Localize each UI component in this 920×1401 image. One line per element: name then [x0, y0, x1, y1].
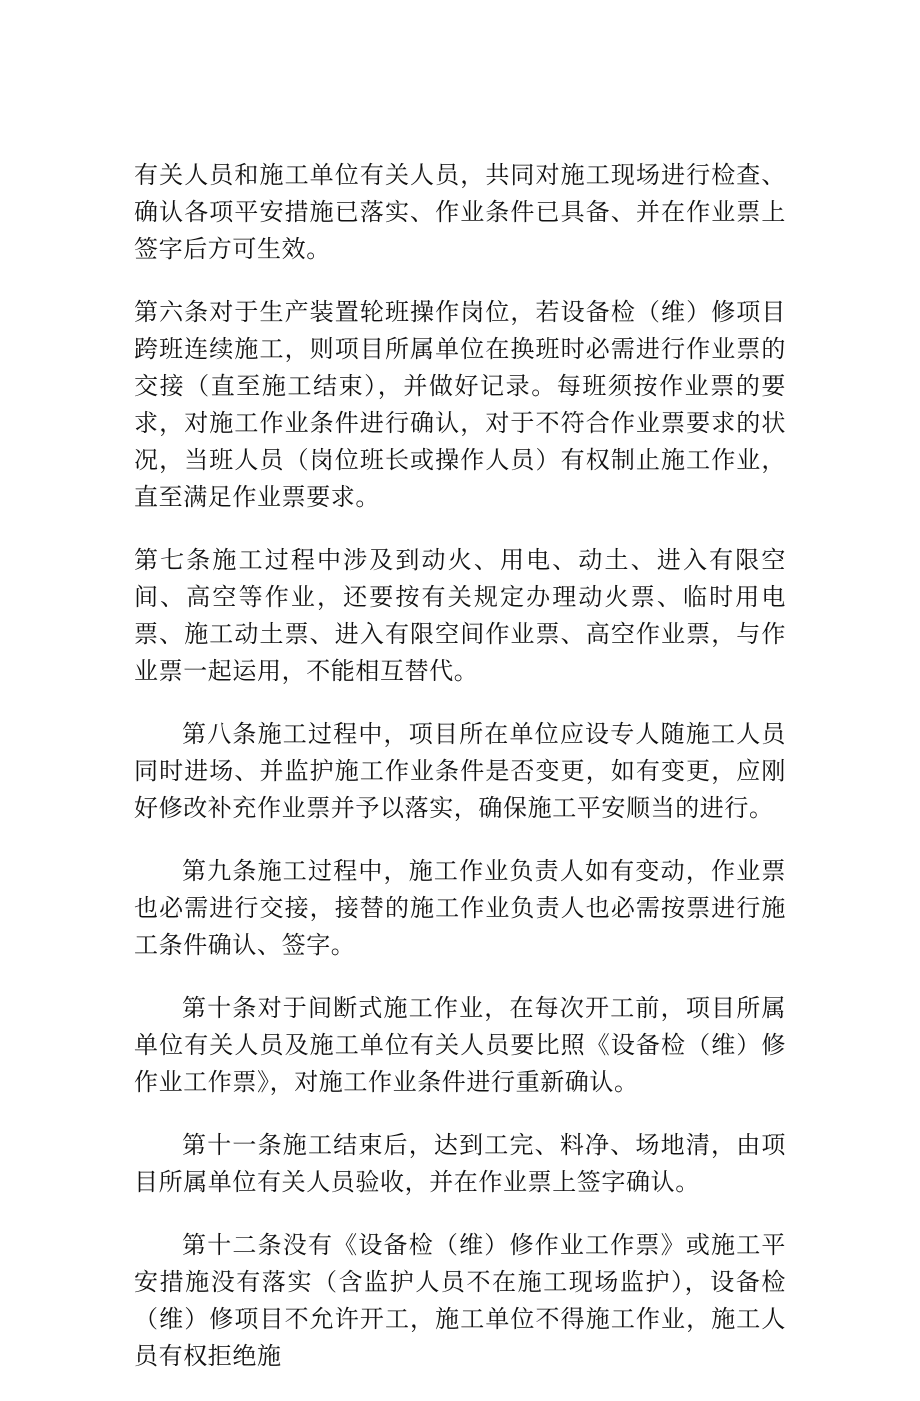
paragraph-continuation: 有关人员和施工单位有关人员，共同对施工现场进行检查、确认各项平安措施已落实、作业条件已具备、并在作业票上签字后方可生效。 [134, 161, 786, 263]
paragraph-article-6: 第六条对于生产装置轮班操作岗位，若设备检（维）修项目跨班连续施工，则项目所属单位在换班时必需进行作业票的交接（直至施工结束），并做好记录。每班须按作业票的要求，对施工作业条件进行确认，对于不符合作业票要求的状况，当班人员（岗位班长或操作人员）有权制止施工作业，直至满足作业票要求。 [134, 298, 786, 511]
paragraph-article-9: 第九条施工过程中，施工作业负责人如有变动，作业票也必需进行交接，接替的施工作业负责人也必需按票进行施工条件确认、签字。 [134, 857, 786, 959]
paragraph-article-7: 第七条施工过程中涉及到动火、用电、动土、进入有限空间、高空等作业，还要按有关规定办理动火票、临时用电票、施工动土票、进入有限空间作业票、高空作业票，与作业票一起运用，不能相互替代。 [134, 546, 786, 685]
paragraph-article-11: 第十一条施工结束后，达到工完、料净、场地清，由项目所属单位有关人员验收，并在作业票上签字确认。 [134, 1131, 786, 1196]
paragraph-article-8: 第八条施工过程中，项目所在单位应设专人随施工人员同时进场、并监护施工作业条件是否变更，如有变更，应刚好修改补充作业票并予以落实，确保施工平安顺当的进行。 [134, 720, 786, 822]
document-page [134, 157, 786, 1401]
paragraph-article-10: 第十条对于间断式施工作业，在每次开工前，项目所属单位有关人员及施工单位有关人员要比照《设备检（维）修作业工作票》，对施工作业条件进行重新确认。 [134, 994, 786, 1096]
paragraph-article-12: 第十二条没有《设备检（维）修作业工作票》或施工平安措施没有落实（含监护人员不在施工现场监护），设备检（维）修项目不允许开工，施工单位不得施工作业，施工人员有权拒绝施 [134, 1231, 786, 1370]
